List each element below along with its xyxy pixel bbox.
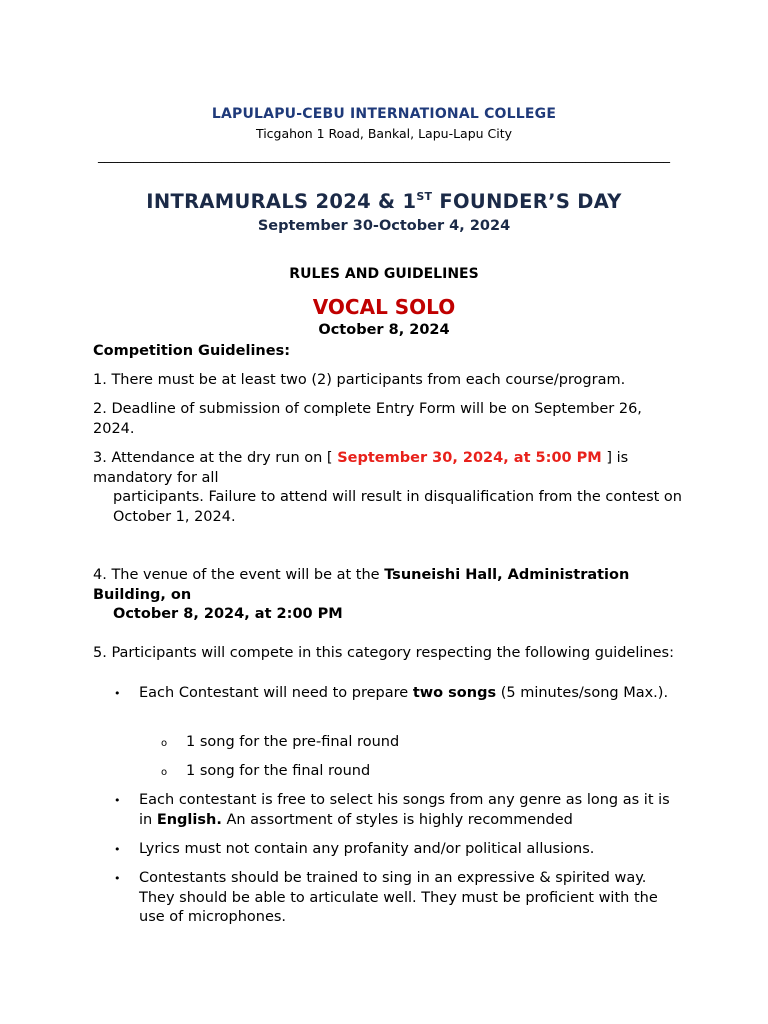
header-separator: ________________________________________________________________________________________	[98, 149, 670, 164]
event-title-prefix: INTRAMURALS 2024 & 1	[146, 190, 417, 213]
guideline-item-4	[93, 566, 683, 625]
guideline-item-2: 2. Deadline of submission of complete Entry Form will be on September 26, 2024.	[93, 401, 642, 437]
category-title: VOCAL SOLO	[312, 295, 456, 319]
guideline-item-3-text-b: ] is mandatory for all	[93, 450, 629, 486]
list-item	[93, 684, 683, 724]
event-title-suffix: FOUNDER’S DAY	[432, 190, 622, 213]
guideline-item-3-text-c: participants. Failure to attend will result in disqualification from the contest on	[113, 489, 682, 506]
guideline-item-3-text-a: 3. Attendance at the dry run on [	[93, 450, 338, 466]
bullet-1-bold: two songs	[412, 685, 497, 701]
bullet-2-text-b: An assortment of styles is highly recommended	[221, 811, 573, 828]
list-item	[93, 733, 683, 753]
list-item	[93, 840, 683, 860]
event-venue: Tsuneishi Hall, Administration Building, on	[93, 567, 630, 603]
bullet-1-text-a: Each Contestant will need to prepare	[139, 685, 413, 701]
guideline-item-5: 5. Participants will compete in this category respecting the following guidelines:	[93, 645, 674, 661]
bullet-2-bold: English.	[156, 811, 222, 828]
guideline-item-4-text-a: 4. The venue of the event will be at the	[93, 567, 385, 583]
guideline-item-3-text-d: October 1, 2024.	[113, 508, 236, 525]
dry-run-date: September 30, 2024, at 5:00 PM	[337, 450, 602, 466]
list-item	[93, 791, 683, 831]
bullet-text	[139, 684, 684, 704]
bullet-text	[139, 791, 684, 830]
event-venue-datetime: October 8, 2024, at 2:00 PM	[113, 606, 343, 623]
category-date: October 8, 2024	[318, 322, 450, 338]
event-title	[0, 190, 768, 213]
bullet-icon: •	[114, 872, 121, 885]
guideline-item-3	[93, 449, 683, 527]
college-address: Ticgahon 1 Road, Bankal, Lapu-Lapu City	[255, 126, 513, 141]
rules-heading: RULES AND GUIDELINES	[289, 266, 479, 282]
bullet-text: Contestants should be trained to sing in an expressive & spirited way. They should be able to articulate well. They must be proficient with the use of microphones.	[139, 870, 658, 926]
bullet-icon: •	[114, 794, 121, 807]
sub-bullet-text: 1 song for the pre-final round	[186, 734, 400, 750]
sub-bullet-text: 1 song for the final round	[186, 763, 371, 779]
guidelines-heading: Competition Guidelines:	[93, 343, 290, 359]
bullet-icon: •	[114, 843, 121, 856]
bullet-icon: •	[114, 687, 121, 700]
guideline-item-1: 1. There must be at least two (2) participants from each course/program.	[93, 372, 626, 388]
bullet-text: Lyrics must not contain any profanity and/or political allusions.	[139, 841, 595, 857]
college-name: LAPULAPU-CEBU INTERNATIONAL COLLEGE	[211, 106, 557, 122]
sub-bullet-icon: o	[161, 767, 168, 778]
list-item	[93, 762, 683, 782]
event-dates: September 30-October 4, 2024	[257, 218, 511, 234]
sub-bullet-icon: o	[161, 738, 168, 749]
bullet-2-text-a: Each contestant is free to select his songs from any genre as long as it is in	[139, 792, 670, 828]
event-title-superscript: ST	[416, 190, 433, 203]
list-item	[93, 869, 683, 929]
bullet-1-text-b: (5 minutes/song Max.).	[496, 685, 669, 701]
